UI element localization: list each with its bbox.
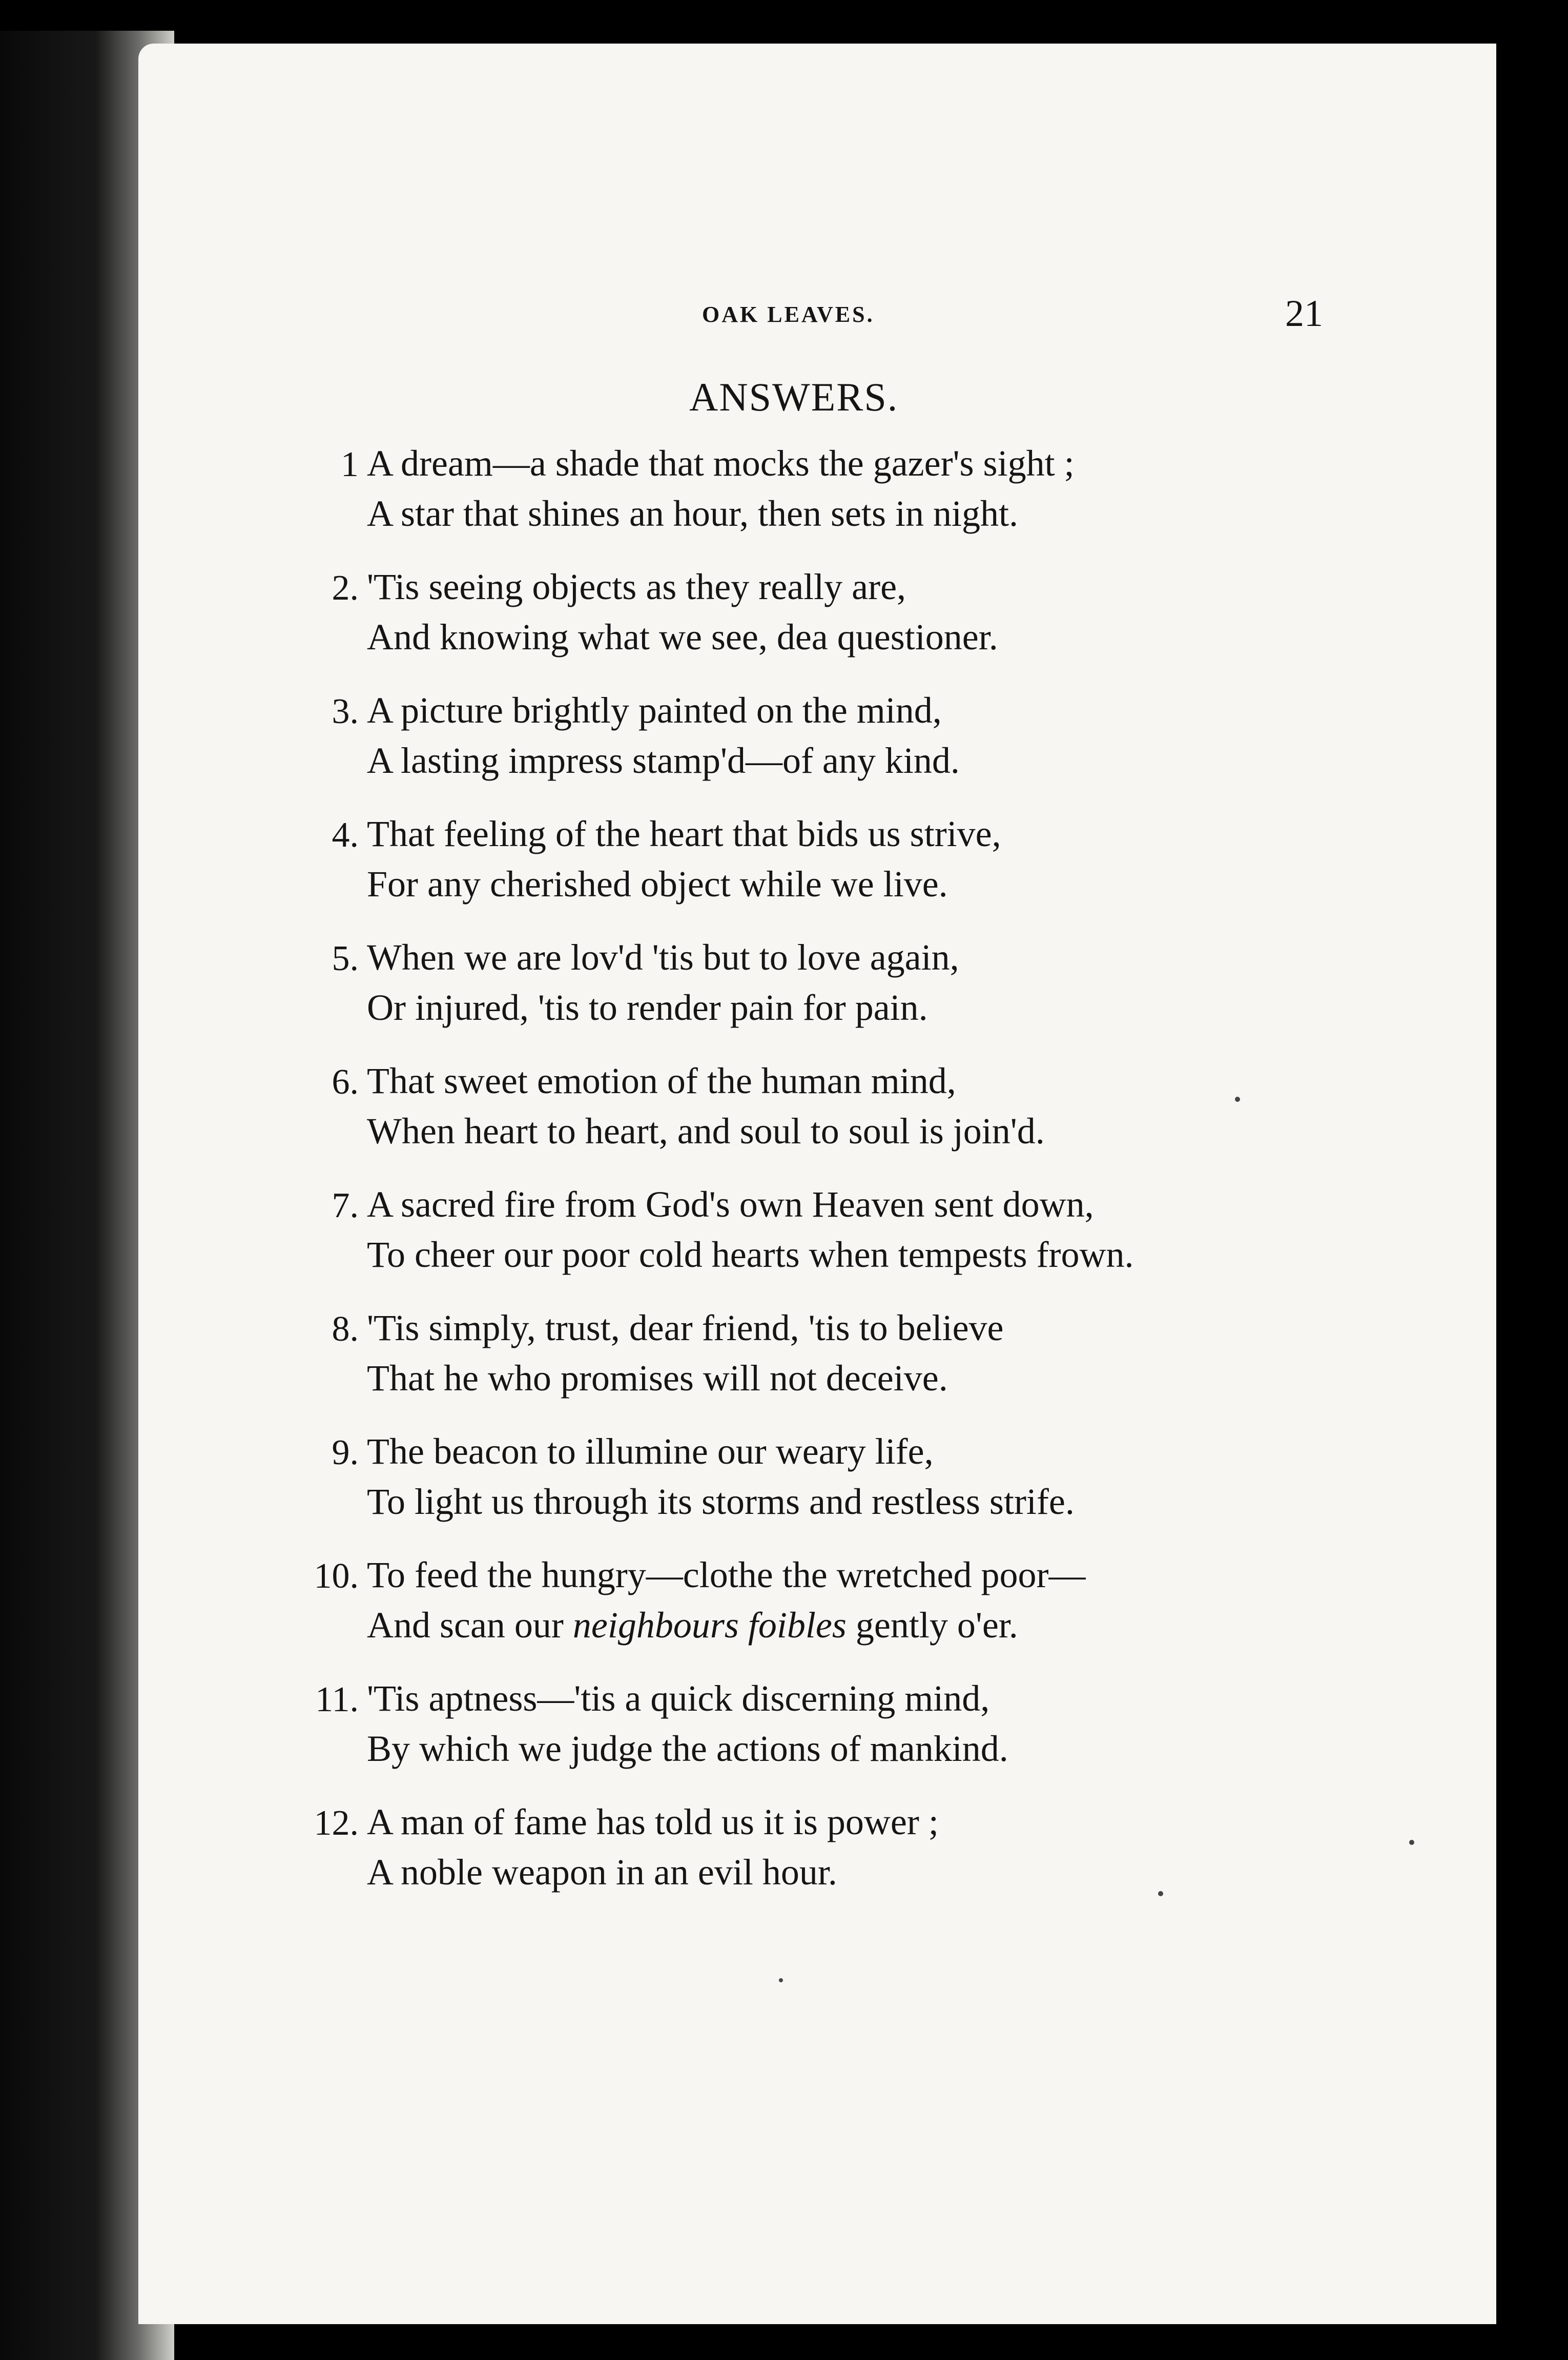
answer-item [266,1179,1322,1303]
answer-line-text: gently o'er. [846,1605,1018,1646]
answer-line: That feeling of the heart that bids us strive, [367,813,1001,854]
answer-line: And knowing what we see, dea questioner. [367,617,998,658]
answer-line: For any cherished object while we live. [367,864,948,905]
answer-line [367,1600,1340,1650]
ink-speck [779,1978,783,1982]
section-title: ANSWERS. [689,375,899,419]
answer-line: 'Tis seeing objects as they really are, [367,566,906,607]
answer-item [266,1673,1322,1797]
answer-item [266,809,1322,932]
ink-speck [1158,1891,1163,1896]
answer-number: 9. [332,1433,359,1472]
answer-line: The beacon to illumine our weary life, [367,1431,934,1472]
answer-line: By which we judge the actions of mankind. [367,1728,1008,1769]
answer-number: 8. [332,1309,359,1349]
answers-list [266,438,1322,1920]
answer-item [266,562,1322,685]
answer-item [266,1550,1322,1673]
answer-item [266,1797,1322,1920]
answer-line: 'Tis simply, trust, dear friend, 'tis to believe [367,1307,1004,1348]
answer-number: 7. [332,1186,359,1225]
answer-line: 'Tis aptness—'tis a quick discerning mind, [367,1678,990,1719]
answer-item [266,932,1322,1056]
ink-speck [1235,1097,1240,1102]
answer-number: 10. [314,1556,359,1596]
page-number: 21 [1285,293,1323,335]
answer-number: 1 [341,445,359,484]
answer-item [266,685,1322,809]
answer-item [266,1056,1322,1179]
answer-number: 11. [315,1680,359,1719]
answer-line-text: And scan our [367,1605,573,1646]
answer-item [266,438,1322,562]
ink-speck [1409,1840,1414,1845]
answer-number: 2. [332,568,359,608]
answer-number: 4. [332,815,359,855]
answer-number: 6. [332,1062,359,1102]
answer-line: A lasting impress stamp'd—of any kind. [367,740,960,781]
answer-number: 3. [332,692,359,731]
answer-line: Or injured, 'tis to render pain for pain. [367,987,928,1028]
italic-phrase: neighbours foibles [572,1605,847,1646]
answer-line: To light us through its storms and restless strife. [367,1481,1075,1522]
answer-line: A man of fame has told us it is power ; [367,1801,939,1842]
answer-line: A picture brightly painted on the mind, [367,690,942,731]
running-head: OAK LEAVES. [702,302,875,327]
answer-line: To feed the hungry—clothe the wretched poor— [367,1554,1086,1595]
answer-number: 12. [314,1803,359,1843]
answer-item [266,1426,1322,1550]
answer-line: A star that shines an hour, then sets in night. [367,493,1018,534]
answer-line: That he who promises will not deceive. [367,1358,948,1399]
answer-line: A noble weapon in an evil hour. [367,1852,837,1893]
answer-line: That sweet emotion of the human mind, [367,1060,956,1101]
answer-line: When we are lov'd 'tis but to love again, [367,937,959,978]
answer-line: A dream—a shade that mocks the gazer's sight ; [367,443,1075,484]
answer-line: A sacred fire from God's own Heaven sent down, [367,1184,1094,1225]
answer-line: When heart to heart, and soul to soul is join'd. [367,1111,1045,1152]
answer-item [266,1303,1322,1426]
answer-number: 5. [332,939,359,978]
answer-line: To cheer our poor cold hearts when tempests frown. [367,1234,1134,1275]
